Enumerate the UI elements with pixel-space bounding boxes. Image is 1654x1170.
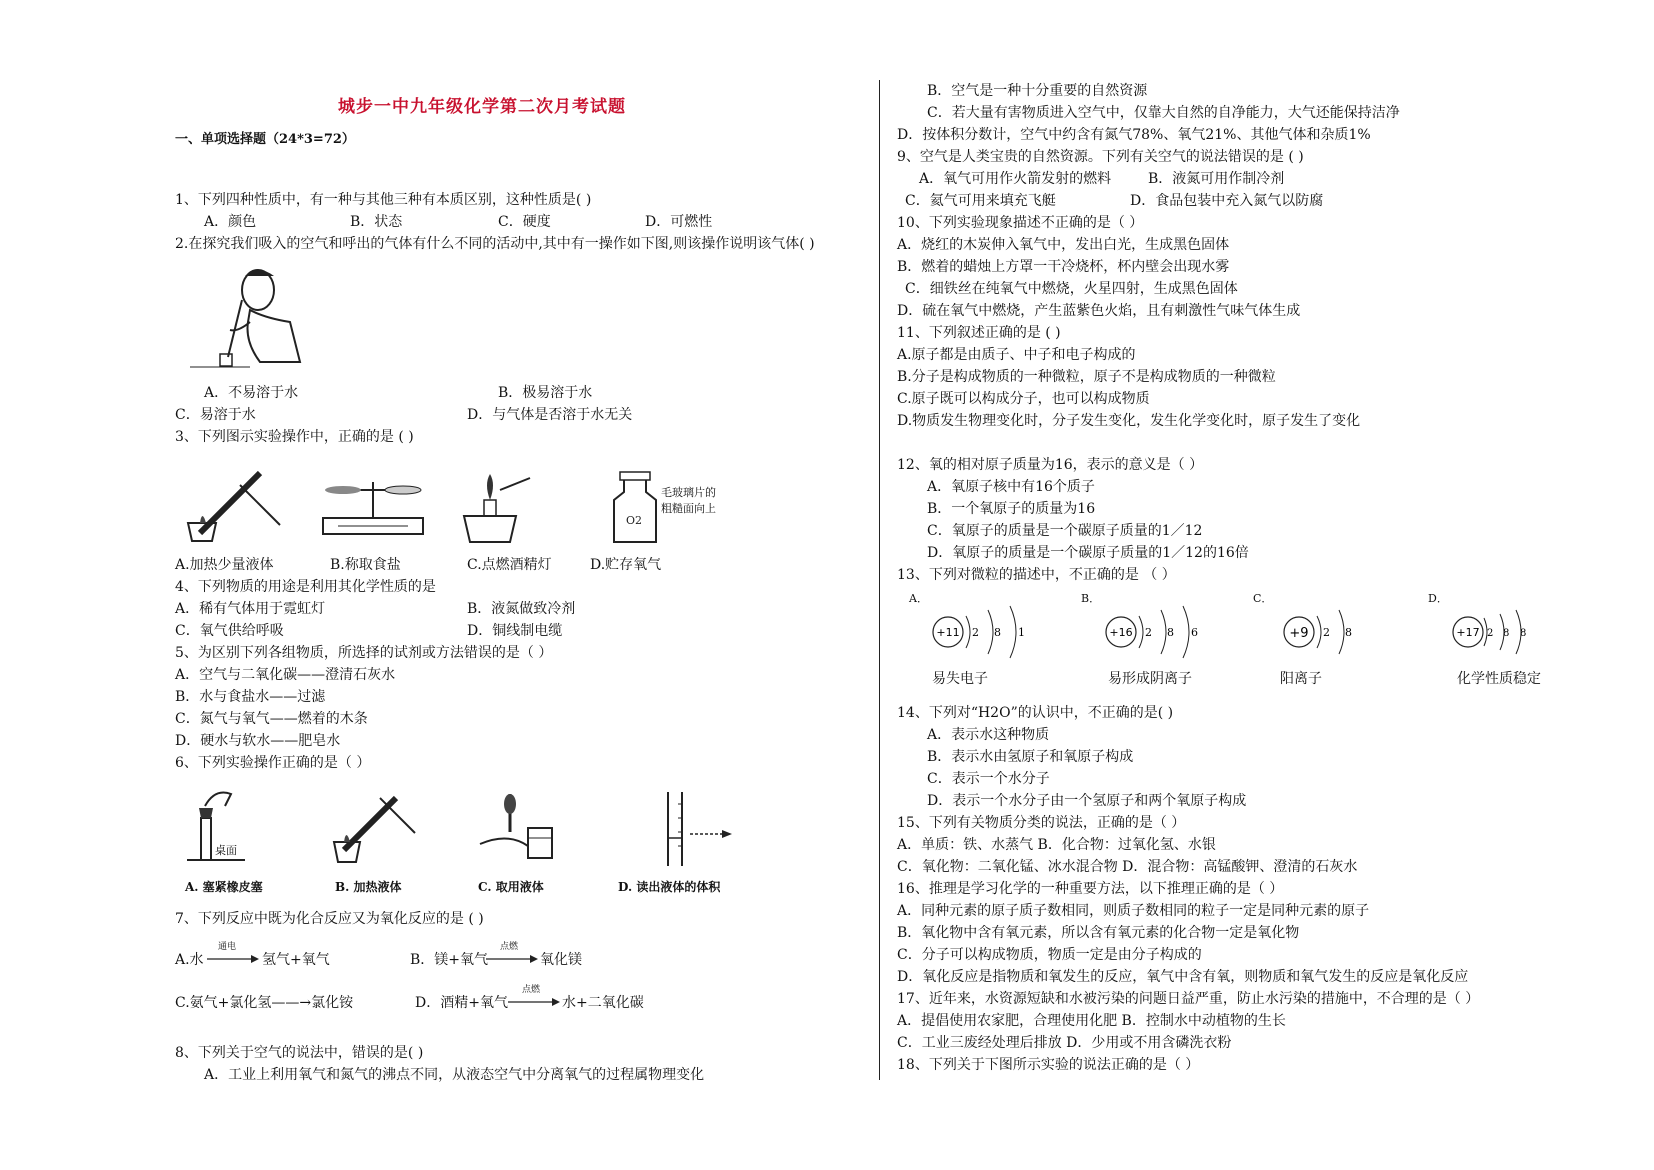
q11-option-d: D.物质发生物理变化时，分子发生变化，发生化学变化时，原子发生了变化 [897,413,1361,429]
q9-option-b: B．液氮可用作制冷剂 [1148,171,1285,187]
q10-option-d: D．硫在氧气中燃烧，产生蓝紫色火焰，且有刺激性气味气体生成 [897,303,1301,319]
q11-option-b: B.分子是构成物质的一种微粒，原子不是构成物质的一种微粒 [897,369,1276,385]
question-18: 18、下列关于下图所示实验的说法正确的是（ ） [897,1057,1200,1073]
svg-text:+9: +9 [1289,626,1309,641]
svg-text:2: 2 [972,626,979,639]
q14-option-d: D．表示一个水分子由一个氢原子和两个氧原子构成 [927,793,1247,809]
svg-text:8: 8 [994,626,1001,639]
q4-option-d: D．铜线制电缆 [467,623,563,639]
q7-option-d: D．酒精+氧气 [415,995,508,1011]
q6-figure-dropper [478,792,558,862]
q17-option-c: C．工业三废经处理后排放 D．少用或不用含磷洗衣粉 [897,1035,1232,1051]
question-17: 17、近年来，水资源短缺和水被污染的问题日益严重，防止水污染的措施中，不合理的是（ ） [897,991,1480,1007]
q13-atom-c [1281,602,1371,662]
q9-option-c: C．氦气可用来填充飞艇 [905,193,1056,209]
q7-d-condition: 点燃 [522,985,541,995]
q10-option-a: A．烧红的木炭伸入氧气中，发出白光，生成黑色固体 [897,237,1230,253]
section-heading: 一、单项选择题（24*3=72） [175,132,355,147]
question-14: 14、下列对“H2O”的认识中，不正确的是( ) [897,705,1174,721]
q7-b-product: 氧化镁 [540,952,582,968]
q16-option-d: D．氧化反应是指物质和氧发生的反应，氧气中含有氧，则物质和氧气发生的反应是氧化反应 [897,969,1469,985]
bottle-label: O2 [626,514,643,527]
q6-caption-d: D. 读出液体的体积 [618,880,721,894]
q9-option-a: A．氧气可用作火箭发射的燃料 [919,171,1112,187]
q2-option-c: C．易溶于水 [175,407,256,423]
q6-figure-cylinder [660,790,740,870]
q16-option-c: C．分子可以构成物质，物质一定是由分子构成的 [897,947,1202,963]
q16-option-b: B．氧化物中含有氧元素，所以含有氧元素的化合物一定是氧化物 [897,925,1300,941]
question-1: 1、下列四种性质中，有一种与其他三种有本质区别，这种性质是( ) [175,192,592,208]
q14-option-a: A．表示水这种物质 [927,727,1050,743]
q4-option-b: B．液氮做致冷剂 [467,601,576,617]
question-16: 16、推理是学习化学的一种重要方法，以下推理正确的是（ ） [897,881,1284,897]
question-11: 11、下列叙述正确的是 ( ) [897,325,1061,341]
svg-text:8: 8 [1167,626,1174,639]
q8-option-b: B．空气是一种十分重要的自然资源 [927,83,1148,99]
question-9: 9、空气是人类宝贵的自然资源。下列有关空气的说法错误的是 ( ) [897,149,1304,165]
q3-option-a: A.加热少量液体 [175,557,274,573]
q10-option-c: C．细铁丝在纯氧气中燃烧，火星四射，生成黑色固体 [905,281,1238,297]
q2-option-d: D．与气体是否溶于水无关 [467,407,633,423]
q4-option-c: C．氧气供给呼吸 [175,623,284,639]
q6-caption-b: B. 加热液体 [335,880,402,894]
q6-caption-c: C. 取用液体 [478,880,544,894]
q13-letter-a: A． [909,592,928,605]
q7-option-b: B．镁+氧气 [410,952,489,968]
q3-figure-bottle [610,470,660,545]
q1-option-c: C．硬度 [498,214,551,230]
q13-caption-b: 易形成阴离子 [1108,671,1192,687]
q1-option-b: B．状态 [350,214,403,230]
q10-option-b: B．燃着的蜡烛上方罩一干冷烧杯，杯内壁会出现水雾 [897,259,1230,275]
q12-option-a: A．氧原子核中有16个质子 [927,479,1095,495]
q2-option-a: A．不易溶于水 [204,385,299,401]
q4-option-a: A．稀有气体用于霓虹灯 [175,601,326,617]
question-12: 12、氧的相对原子质量为16，表示的意义是（ ） [897,457,1204,473]
svg-text:+11: +11 [936,626,960,639]
q12-option-d: D．氧原子的质量是一个碳原子质量的1／12的16倍 [927,545,1249,561]
q15-option-c: C．氧化物：二氧化锰、冰水混合物 D．混合物：高锰酸钾、澄清的石灰水 [897,859,1358,875]
q3-figure-heating [180,465,290,545]
q5-option-b: B．水与食盐水——过滤 [175,689,326,705]
q5-option-d: D．硬水与软水——肥皂水 [175,733,341,749]
q13-atom-a [930,602,1040,662]
question-3: 3、下列图示实验操作中，正确的是 ( ) [175,429,414,445]
q15-option-a: A．单质：铁、水蒸气 B．化合物：过氧化氢、水银 [897,837,1216,853]
question-5: 5、为区别下列各组物质，所选择的试剂或方法错误的是（ ） [175,645,553,661]
q3-figure-lamp [460,470,540,545]
q13-caption-a: 易失电子 [932,671,988,687]
q13-caption-c: 阳离子 [1280,671,1322,687]
q13-atom-d [1450,602,1550,662]
question-15: 15、下列有关物质分类的说法，正确的是（ ） [897,815,1186,831]
q6-table-label: 桌面 [215,844,237,857]
question-13: 13、下列对微粒的描述中，不正确的是 （ ） [897,567,1176,583]
svg-text:1: 1 [1018,626,1025,639]
svg-text:2: 2 [1145,626,1152,639]
page-title: 城步一中九年级化学第二次月考试题 [338,97,626,117]
q13-letter-d: D． [1428,592,1448,605]
q5-option-a: A．空气与二氧化碳——澄清石灰水 [175,667,396,683]
q3-option-d: D.贮存氧气 [590,557,662,573]
question-8: 8、下列关于空气的说法中，错误的是( ) [175,1045,424,1061]
q7-a-product: 氢气+氧气 [262,952,330,968]
q16-option-a: A．同种元素的原子质子数相同，则质子数相同的粒子一定是同种元素的原子 [897,903,1370,919]
q3-option-c: C.点燃酒精灯 [467,557,552,573]
q7-option-a: A.水 [175,952,204,968]
q6-figure-heating [330,788,420,868]
q2-option-b: B．极易溶于水 [498,385,593,401]
svg-text:6: 6 [1191,626,1198,639]
question-10: 10、下列实验现象描述不正确的是（ ） [897,215,1144,231]
q13-letter-c: C． [1253,592,1273,605]
q9-option-d: D．食品包装中充入氮气以防腐 [1130,193,1324,209]
q2-figure [190,262,315,372]
column-divider [879,80,880,1080]
q1-option-d: D．可燃性 [645,214,713,230]
question-4: 4、下列物质的用途是利用其化学性质的是 [175,579,436,595]
q13-atom-b [1103,602,1213,662]
q17-option-a: A．提倡使用农家肥，合理使用化肥 B．控制水中动植物的生长 [897,1013,1286,1029]
q8-option-c: C．若大量有害物质进入空气中，仅靠大自然的自净能力，大气还能保持洁净 [927,105,1400,121]
q13-letter-b: B． [1081,592,1101,605]
q8-option-a: A．工业上利用氧气和氮气的沸点不同，从液态空气中分离氧气的过程属物理变化 [204,1067,705,1083]
q3-figure-balance [318,470,428,540]
q3-fig-label-2: 粗糙面向上 [661,502,716,515]
q12-option-b: B．一个氧原子的质量为16 [927,501,1096,517]
q3-option-b: B.称取食盐 [330,557,401,573]
svg-text:8: 8 [1503,628,1510,639]
q12-option-c: C．氧原子的质量是一个碳原子质量的1／12 [927,523,1203,539]
q3-fig-label-1: 毛玻璃片的 [661,486,716,499]
question-2: 2.在探究我们吸入的空气和呼出的气体有什么不同的活动中,其中有一操作如下图,则该操作说明该气体( ) [175,236,815,252]
q6-caption-a: A. 塞紧橡皮塞 [185,880,263,894]
q13-caption-d: 化学性质稳定 [1457,671,1541,687]
q1-option-a: A．颜色 [204,214,257,230]
q11-option-a: A.原子都是由质子、中子和电子构成的 [897,347,1136,363]
svg-text:+17: +17 [1456,626,1480,639]
svg-text:2: 2 [1323,626,1330,639]
q8-option-d: D．按体积分数计，空气中约含有氮气78%、氧气21%、其他气体和杂质1% [897,127,1371,143]
svg-text:8: 8 [1520,628,1527,639]
q11-option-c: C.原子既可以构成分子，也可以构成物质 [897,391,1150,407]
q7-a-condition: 通电 [218,942,237,952]
svg-text:8: 8 [1345,626,1352,639]
svg-text:2: 2 [1487,628,1494,639]
question-6: 6、下列实验操作正确的是（ ） [175,755,371,771]
q5-option-c: C．氮气与氧气——燃着的木条 [175,711,368,727]
q14-option-b: B．表示水由氢原子和氧原子构成 [927,749,1134,765]
question-7: 7、下列反应中既为化合反应又为氧化反应的是 ( ) [175,911,484,927]
q14-option-c: C．表示一个水分子 [927,771,1050,787]
q7-d-product: 水+二氧化碳 [562,995,644,1011]
svg-text:+16: +16 [1109,626,1133,639]
q7-b-condition: 点燃 [500,942,519,952]
q7-option-c: C.氨气+氯化氢——→氯化铵 [175,995,354,1011]
